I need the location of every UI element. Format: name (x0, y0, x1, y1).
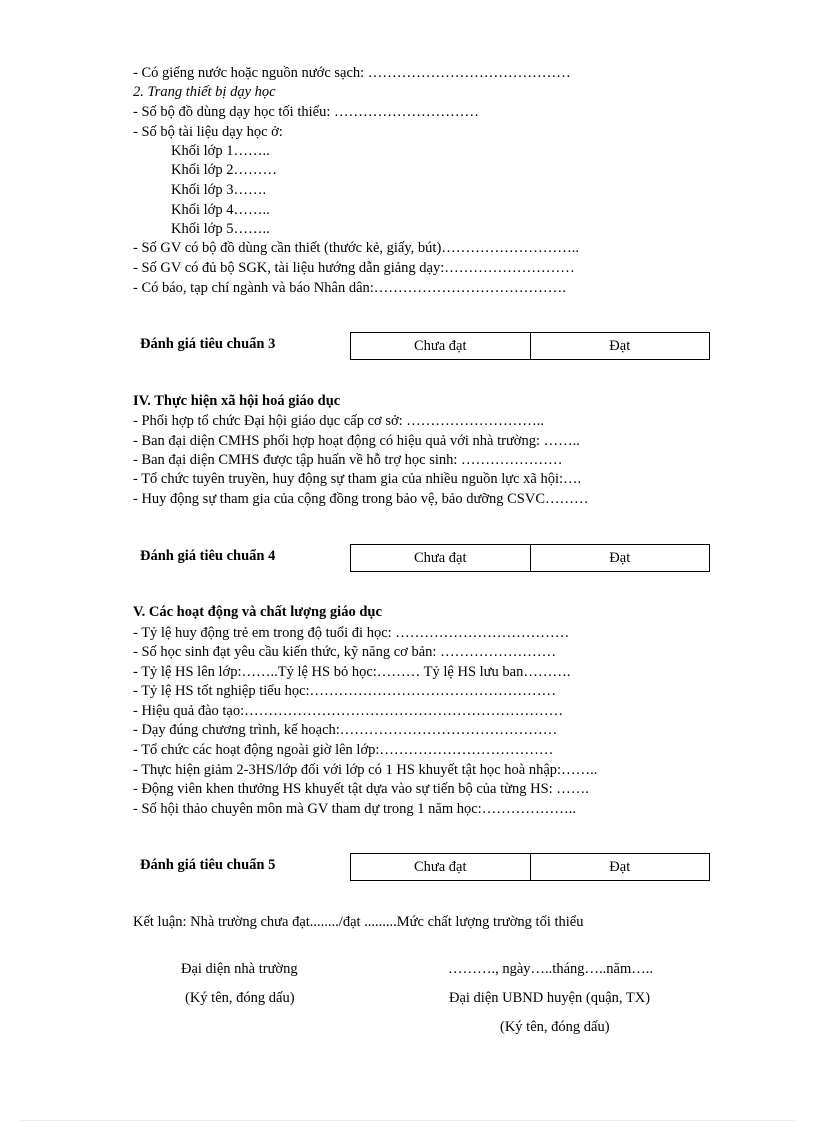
eval3-not-met-cell[interactable]: Chưa đạt (413, 337, 467, 354)
eval4-label: Đánh giá tiêu chuẩn 4 (140, 548, 276, 564)
eval3-met-cell[interactable]: Đạt (530, 333, 710, 359)
section4-line: - Phối hợp tổ chức Đại hội giáo dục cấp cơ sở: ……………………….. (133, 413, 545, 429)
section5-line: - Dạy đúng chương trình, kế hoạch:……………………………………… (133, 722, 558, 738)
equipment-line: - Số bộ đồ dùng dạy học tối thiểu: ………………………… (133, 104, 479, 120)
grade-line: Khối lớp 2……… (171, 162, 277, 178)
equipment-section-title: 2. Trang thiết bị dạy học (133, 84, 276, 100)
section4-line: - Tổ chức tuyên truyền, huy động sự tham gia của nhiều nguồn lực xã hội:…. (133, 471, 582, 487)
section5-line: - Hiệu quả đào tạo:………………………………………………………… (133, 703, 564, 719)
equipment-line: - Số GV có đủ bộ SGK, tài liệu hướng dẫn giảng dạy:……………………… (133, 260, 575, 276)
date-line: ………., ngày…..tháng…..năm….. (448, 961, 653, 977)
grade-line: Khối lớp 4…….. (171, 202, 270, 218)
section5-line: - Số học sinh đạt yêu cầu kiến thức, kỹ năng cơ bản: …………………… (133, 644, 557, 660)
district-signature-note: (Ký tên, đóng dấu) (500, 1019, 610, 1035)
district-representative-title: Đại diện UBND huyện (quận, TX) (449, 990, 651, 1006)
section4-line: - Ban đại diện CMHS phối hợp hoạt động có hiệu quả với nhà trường: …….. (133, 433, 580, 449)
eval4-table (350, 544, 710, 572)
equipment-line: - Có báo, tạp chí ngành và báo Nhân dân:…………………………………. (133, 280, 566, 296)
section4-title: IV. Thực hiện xã hội hoá giáo dục (133, 393, 341, 409)
section5-line: - Tổ chức các hoạt động ngoài giờ lên lớp:……………………………… (133, 742, 554, 758)
page-bottom-rule (20, 1120, 796, 1121)
eval5-table (350, 853, 710, 881)
section5-title: V. Các hoạt động và chất lượng giáo dục (133, 604, 382, 620)
eval3-label: Đánh giá tiêu chuẩn 3 (140, 336, 276, 352)
eval4-met-cell[interactable]: Đạt (530, 545, 710, 571)
school-signature-note: (Ký tên, đóng dấu) (185, 990, 295, 1006)
section4-line: - Ban đại diện CMHS được tập huấn về hỗ trợ học sinh: ………………… (133, 452, 563, 468)
eval4-not-met-cell[interactable]: Chưa đạt (413, 549, 467, 566)
eval3-table (350, 332, 710, 360)
eval5-met-cell[interactable]: Đạt (530, 854, 710, 880)
section5-line: - Tỷ lệ HS lên lớp:……..Tỷ lệ HS bỏ học:……… Tỷ lệ HS lưu ban………. (133, 664, 571, 680)
water-source-line: - Có giếng nước hoặc nguồn nước sạch: …………………………………… (133, 65, 571, 81)
conclusion-line: Kết luận: Nhà trường chưa đạt......../đạt .........Mức chất lượng trường tối thiểu (133, 914, 584, 930)
section5-line: - Động viên khen thưởng HS khuyết tật dựa vào sự tiến bộ của từng HS: ……. (133, 781, 589, 797)
school-representative-title: Đại diện nhà trường (181, 961, 298, 977)
section4-line: - Huy động sự tham gia của cộng đồng trong bảo vệ, bảo dưỡng CSVC……… (133, 491, 589, 507)
equipment-line: - Số GV có bộ đồ dùng cần thiết (thước kẻ, giấy, bút)……………………….. (133, 240, 580, 256)
eval5-not-met-cell[interactable]: Chưa đạt (413, 858, 467, 875)
section5-line: - Thực hiện giảm 2-3HS/lớp đối với lớp có 1 HS khuyết tật học hoà nhập:…….. (133, 762, 598, 778)
section5-line: - Số hội thảo chuyên môn mà GV tham dự trong 1 năm học:……………….. (133, 801, 576, 817)
grade-line: Khối lớp 3……. (171, 182, 267, 198)
grade-line: Khối lớp 1…….. (171, 143, 270, 159)
grade-line: Khối lớp 5…….. (171, 221, 270, 237)
eval5-label: Đánh giá tiêu chuẩn 5 (140, 857, 276, 873)
section5-line: - Tỷ lệ huy động trẻ em trong độ tuổi đi học: ……………………………… (133, 625, 570, 641)
section5-line: - Tỷ lệ HS tốt nghiệp tiểu học:…………………………………………… (133, 683, 557, 699)
equipment-line: - Số bộ tài liệu dạy học ở: (133, 124, 283, 140)
